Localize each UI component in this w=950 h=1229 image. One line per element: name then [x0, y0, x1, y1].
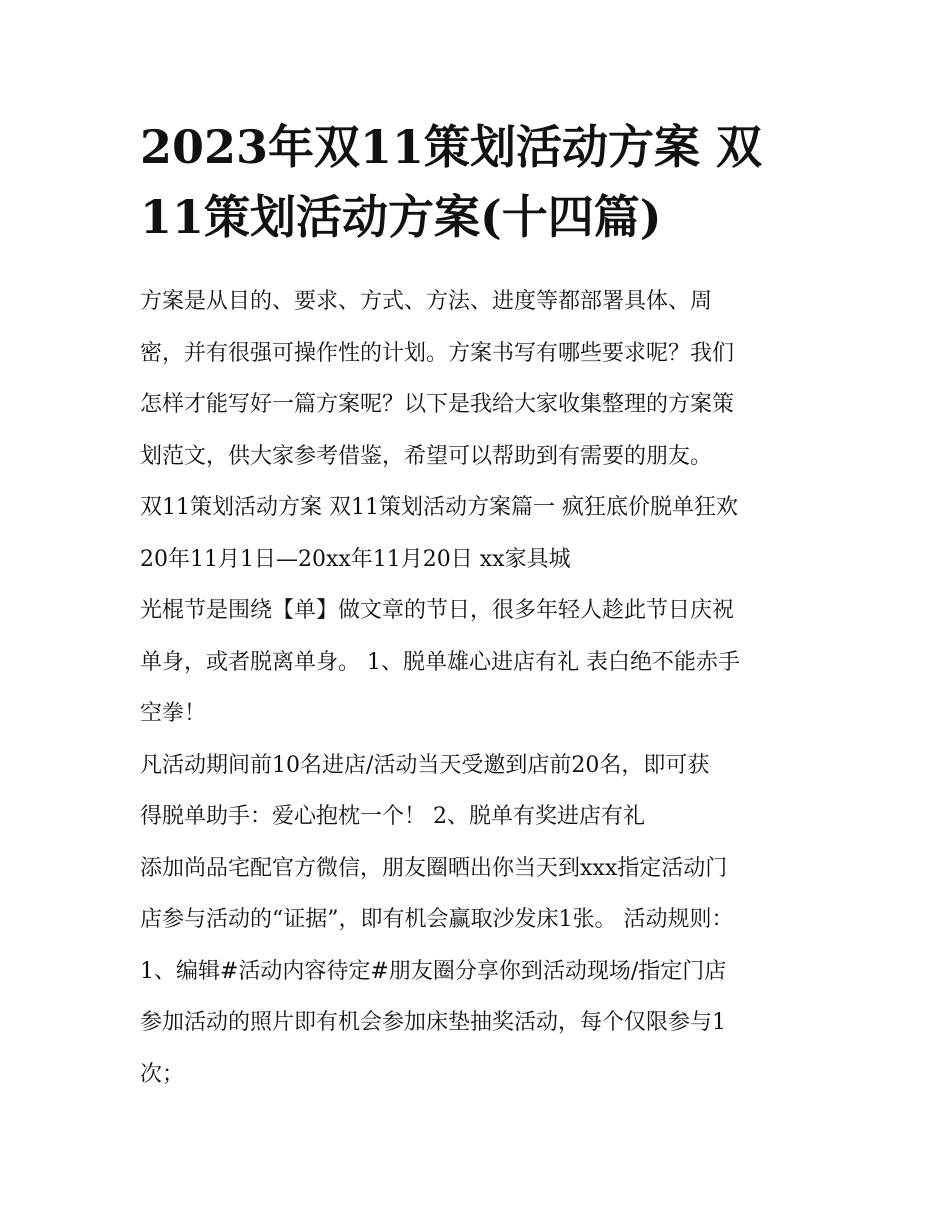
document-title — [140, 112, 830, 252]
body-line: 店参与活动的“证据”，即有机会赢取沙发床1张。 活动规则： — [140, 907, 734, 932]
body-line: 密，并有很强可操作性的计划。方案书写有哪些要求呢？我们 — [140, 340, 735, 366]
body-line: 参加活动的照片即有机会参加床垫抽奖活动，每个仅限参与1 — [140, 1010, 726, 1035]
body-line: 划范文，供大家参考借鉴，希望可以帮助到有需要的朋友。 — [140, 443, 713, 469]
title-line: 11策划活动方案(十四篇) — [140, 190, 662, 244]
body-line: 1、编辑#活动内容待定#朋友圈分享你到活动现场/指定门店 — [140, 958, 727, 984]
body-line: 光棍节是围绕【单】做文章的节日，很多年轻人趁此节日庆祝 — [140, 598, 735, 623]
body-line: 双11策划活动方案 双11策划活动方案篇一 疯狂底价脱单狂欢 — [140, 495, 738, 520]
document-body — [140, 280, 830, 1104]
body-line: 20年11月1日—20xx年11月20日 xx家具城 — [140, 546, 571, 572]
body-line: 方案是从目的、要求、方式、方法、进度等都部署具体、周 — [140, 289, 713, 314]
body-line: 得脱单助手：爱心抱枕一个！ 2、脱单有奖进店有礼 — [140, 804, 645, 829]
body-line: 添加尚品宅配官方微信，朋友圈晒出你当天到xxx指定活动门 — [140, 855, 728, 881]
body-line: 空拳！ — [140, 701, 207, 726]
body-line: 凡活动期间前10名进店/活动当天受邀到店前20名，即可获 — [140, 752, 710, 778]
title-line: 2023年双11策划活动方案 双 — [140, 120, 763, 174]
body-line: 单身，或者脱离单身。 1、脱单雄心进店有礼 表白绝不能赤手 — [140, 649, 740, 675]
body-line: 怎样才能写好一篇方案呢？以下是我给大家收集整理的方案策 — [140, 392, 735, 417]
body-line: 次； — [140, 1061, 185, 1087]
